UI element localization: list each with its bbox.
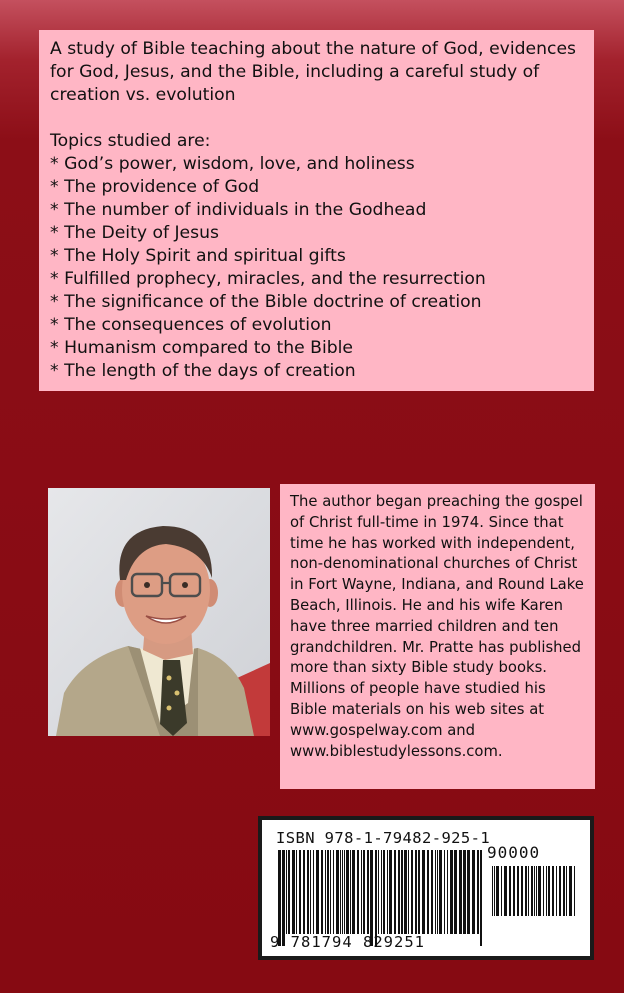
barcode-bar bbox=[303, 850, 305, 934]
barcode-bar bbox=[538, 866, 541, 916]
barcode-bar bbox=[401, 850, 403, 934]
book-description-box bbox=[39, 30, 594, 391]
topic-item: * The length of the days of creation bbox=[50, 360, 583, 383]
barcode-bar bbox=[422, 850, 425, 934]
barcode-bar bbox=[548, 866, 550, 916]
barcode-bar bbox=[352, 850, 355, 934]
topics-heading: Topics studied are: bbox=[50, 131, 211, 151]
barcode-bar bbox=[563, 866, 565, 916]
topic-item: * The Holy Spirit and spiritual gifts bbox=[50, 245, 583, 268]
author-bio-box bbox=[280, 484, 595, 789]
barcode-bar bbox=[552, 866, 554, 916]
barcode-bar bbox=[375, 850, 377, 946]
barcode-bar bbox=[408, 850, 409, 934]
barcode-bar bbox=[459, 850, 462, 934]
barcode-bar bbox=[389, 850, 392, 934]
topic-item: * The consequences of evolution bbox=[50, 314, 583, 337]
barcode-bar bbox=[286, 850, 287, 934]
barcode-bar bbox=[492, 866, 493, 916]
barcode-digits: 9 781794 829251 bbox=[270, 933, 425, 951]
isbn-label: ISBN 978-1-79482-925-1 bbox=[276, 829, 491, 847]
barcode-bar bbox=[333, 850, 334, 934]
author-bio: The author began preaching the gospel of Christ full-time in 1974. Since that time he has worked with independent, non-denominational churches of Christ in Fort Wayne, Indiana, and Round Lake Beach, Illinois. He and his wife Karen have three married children and ten grandchildren. Mr. Pratte has published more than sixty Bible study books. Millions of people have studied his Bible materials on his web sites at www.gospelway.com and www.biblestudylessons.com. bbox=[290, 493, 584, 760]
barcode-bar bbox=[299, 850, 301, 934]
barcode-bar bbox=[296, 850, 297, 934]
barcode-bar bbox=[325, 850, 326, 934]
barcode-bar bbox=[566, 866, 567, 916]
barcode-bar bbox=[496, 866, 499, 916]
barcode-bar bbox=[439, 850, 442, 934]
barcode-bar bbox=[357, 850, 359, 934]
barcode-bar bbox=[450, 850, 453, 934]
barcode-bar bbox=[534, 866, 535, 916]
barcode-bar bbox=[310, 850, 311, 934]
barcode-bar bbox=[278, 850, 281, 946]
barcode-bar bbox=[398, 850, 400, 934]
barcode-bar bbox=[517, 866, 519, 916]
topic-item: * The providence of God bbox=[50, 176, 583, 199]
barcode-bar bbox=[472, 850, 475, 934]
barcode-bar bbox=[367, 850, 369, 934]
barcode-bar bbox=[556, 866, 557, 916]
barcode-bar bbox=[316, 850, 319, 934]
topic-item: * God’s power, wisdom, love, and holiness bbox=[50, 153, 583, 176]
barcode-bar bbox=[370, 850, 373, 946]
isbn-barcode bbox=[258, 816, 594, 960]
barcode-bar bbox=[378, 850, 379, 934]
barcode-bar bbox=[536, 866, 537, 916]
barcode-bar bbox=[344, 850, 345, 934]
barcode-bar bbox=[431, 850, 433, 934]
barcode-bar bbox=[437, 850, 438, 934]
barcode-bar bbox=[480, 850, 482, 946]
topic-item: * Fulfilled prophecy, miracles, and the resurrection bbox=[50, 268, 583, 291]
barcode-bar bbox=[361, 850, 362, 934]
barcode-bar bbox=[521, 866, 523, 916]
barcode-bar bbox=[342, 850, 343, 934]
barcode-bar bbox=[531, 866, 533, 916]
book-description: A study of Bible teaching about the nature of God, evidences for God, Jesus, and the Bible, including a careful study of creation vs. evolution bbox=[50, 39, 576, 105]
barcode-bar bbox=[387, 850, 388, 934]
price-addon-bars bbox=[492, 866, 582, 928]
barcode-bar bbox=[282, 850, 285, 946]
barcode-bar bbox=[543, 866, 544, 916]
topic-item: * The Deity of Jesus bbox=[50, 222, 583, 245]
barcode-bar bbox=[336, 850, 339, 934]
barcode-bar bbox=[504, 866, 507, 916]
barcode-bar bbox=[463, 850, 466, 934]
barcode-bar bbox=[292, 850, 295, 934]
barcode-bar bbox=[447, 850, 448, 934]
barcode-bar bbox=[381, 850, 382, 934]
barcode-bar bbox=[509, 866, 511, 916]
barcode-bar bbox=[559, 866, 561, 916]
barcode-bar bbox=[494, 866, 495, 916]
barcode-bar bbox=[340, 850, 341, 934]
barcode-bar bbox=[454, 850, 457, 934]
barcode-bar bbox=[404, 850, 407, 934]
barcode-bar bbox=[546, 866, 547, 916]
topics-list bbox=[50, 153, 583, 383]
barcode-bar bbox=[467, 850, 470, 934]
barcode-bar bbox=[411, 850, 413, 934]
barcode-bar bbox=[394, 850, 396, 934]
topic-item: * Humanism compared to the Bible bbox=[50, 337, 583, 360]
barcode-bar bbox=[418, 850, 420, 934]
barcode-bar bbox=[477, 850, 479, 934]
barcode-bar bbox=[574, 866, 575, 916]
barcode-bar bbox=[330, 850, 331, 934]
barcode-bar bbox=[307, 850, 309, 934]
barcode-bar bbox=[288, 850, 290, 934]
barcode-bar bbox=[363, 850, 365, 934]
barcode-bar bbox=[525, 866, 527, 916]
topic-item: * The significance of the Bible doctrine of creation bbox=[50, 291, 583, 314]
barcode-bar bbox=[435, 850, 436, 934]
barcode-bar bbox=[321, 850, 323, 934]
barcode-bar bbox=[327, 850, 329, 934]
barcode-bar bbox=[346, 850, 349, 934]
barcode-bar bbox=[569, 866, 572, 916]
barcode-bar bbox=[444, 850, 445, 934]
barcode-bar bbox=[383, 850, 385, 934]
barcode-bar bbox=[501, 866, 502, 916]
barcode-bar bbox=[350, 850, 351, 934]
price-code: 90000 bbox=[487, 843, 541, 862]
barcode-bar bbox=[313, 850, 314, 934]
barcode-bar bbox=[528, 866, 529, 916]
barcode-bar bbox=[427, 850, 429, 934]
author-photo bbox=[48, 488, 270, 736]
barcode-bar bbox=[513, 866, 515, 916]
barcode-bar bbox=[415, 850, 417, 934]
topic-item: * The number of individuals in the Godhead bbox=[50, 199, 583, 222]
ean-barcode-bars bbox=[278, 850, 483, 946]
